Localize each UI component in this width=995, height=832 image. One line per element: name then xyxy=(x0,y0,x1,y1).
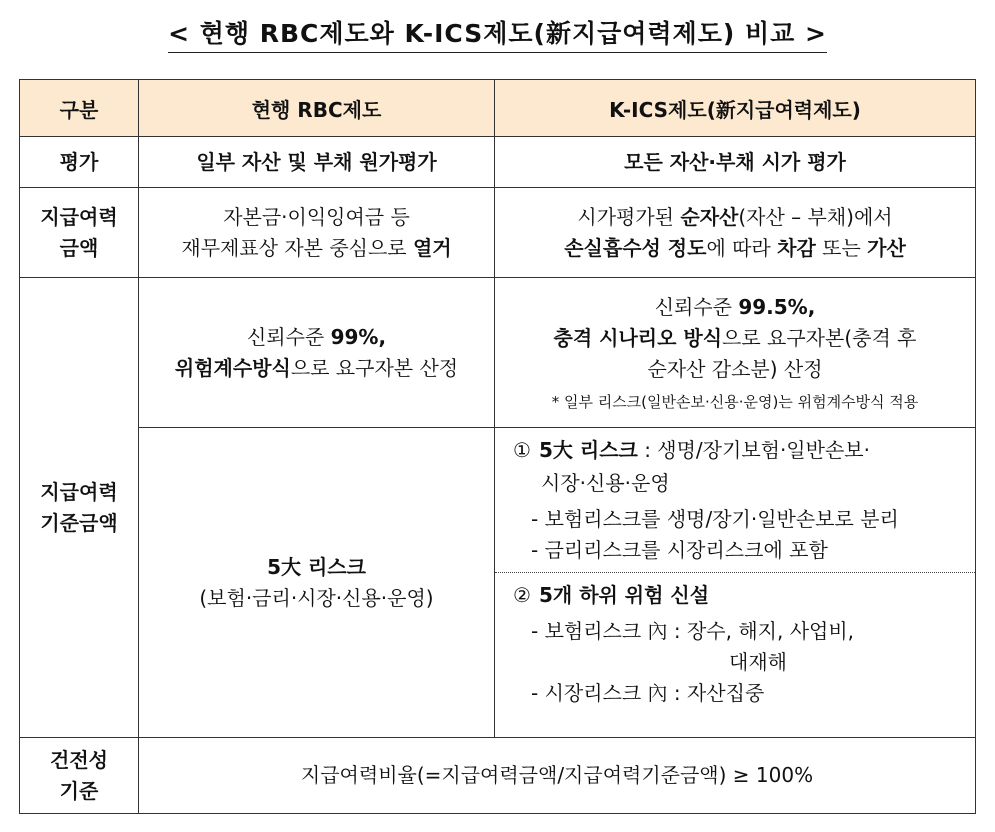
footnote: * 일부 리스크(일반손보·신용·운영)는 위험계수방식 적용 xyxy=(551,393,919,411)
label-line: 지급여력 xyxy=(40,204,118,229)
text-segment-bold: 열거 xyxy=(412,235,452,260)
kics-risk-item-2 xyxy=(495,572,975,735)
row-required-capital-b xyxy=(20,428,976,738)
row-label-evaluation: 평가 xyxy=(20,137,139,188)
text-line xyxy=(495,233,975,264)
header-category: 구분 xyxy=(20,80,139,137)
text-line: 순자산 감소분) 산정 xyxy=(647,357,823,381)
item-title: 5개 하위 위험 신설 xyxy=(539,583,710,607)
text-segment-bold: 손실흡수성 정도 xyxy=(564,235,707,260)
label-line: 기준금액 xyxy=(40,510,118,535)
text-segment: 또는 xyxy=(815,235,868,260)
bullet-item-continued: 대재해 xyxy=(729,650,787,674)
text-line xyxy=(495,292,975,323)
row-label-soundness xyxy=(20,738,139,814)
rbc-confidence-method xyxy=(139,278,495,428)
text-segment-bold: 차감 xyxy=(777,235,816,260)
bullet-item: - 시장리스크 內 : 자산집중 xyxy=(531,681,765,705)
kics-solvency-amount xyxy=(495,188,976,278)
kics-risk-categories xyxy=(495,428,976,738)
kics-risk-item-1 xyxy=(495,428,975,572)
label-line: 기준 xyxy=(59,778,99,803)
text-segment: 신뢰수준 xyxy=(654,295,739,319)
item-line xyxy=(505,579,965,612)
risk-title: 5大 리스크 xyxy=(267,554,366,579)
kics-evaluation: 모든 자산·부채 시가 평가 xyxy=(495,137,976,188)
risk-detail: (보험·금리·시장·신용·운영) xyxy=(199,585,434,610)
label-line: 건전성 xyxy=(50,747,108,772)
soundness-criterion: 지급여력비율(=지급여력금액/지급여력기준금액) ≥ 100% xyxy=(139,738,976,814)
text-segment: 으로 요구자본 산정 xyxy=(290,355,459,380)
page-title-text: < 현행 RBC제도와 K-ICS제도(新지급여력제도) 비교 > xyxy=(168,19,827,53)
text-segment-bold: 위험계수방식 xyxy=(174,355,291,380)
circled-one-icon: ① xyxy=(513,438,531,462)
row-evaluation xyxy=(20,137,976,188)
text-line xyxy=(139,233,494,264)
text-segment-bold: 순자산 xyxy=(680,204,739,229)
text-segment-bold: 99%, xyxy=(330,324,387,349)
row-required-capital-a xyxy=(20,278,976,428)
text-segment: 시가평가된 xyxy=(577,204,681,229)
header-row xyxy=(20,80,976,137)
text-line xyxy=(495,202,975,233)
text-segment: 신뢰수준 xyxy=(246,324,331,349)
bullet-item: - 보험리스크를 생명/장기·일반손보로 분리 xyxy=(531,507,899,531)
text-segment-bold: 가산 xyxy=(867,235,906,260)
rbc-evaluation: 일부 자산 및 부채 원가평가 xyxy=(139,137,495,188)
rbc-solvency-amount xyxy=(139,188,495,278)
row-label-required-capital xyxy=(20,278,139,738)
page-title xyxy=(0,14,995,50)
item-line: 시장·신용·운영 xyxy=(541,471,670,495)
label-line: 금액 xyxy=(59,235,99,260)
comparison-table xyxy=(19,79,976,814)
bullet-item: - 보험리스크 內 : 장수, 해지, 사업비, xyxy=(531,619,855,643)
text-line: 자본금·이익잉여금 등 xyxy=(223,204,410,229)
item-text: : 생명/장기보험·일반손보· xyxy=(637,438,870,462)
row-soundness xyxy=(20,738,976,814)
text-segment: 으로 요구자본(충격 후 xyxy=(722,326,917,350)
circled-two-icon: ② xyxy=(513,583,531,607)
row-solvency-amount xyxy=(20,188,976,278)
text-segment: 재무제표상 자본 중심으로 xyxy=(181,235,413,260)
text-line xyxy=(495,323,975,354)
label-line: 지급여력 xyxy=(40,479,118,504)
row-label-solvency-amount xyxy=(20,188,139,278)
header-kics: K-ICS제도(新지급여력제도) xyxy=(495,80,976,137)
text-line xyxy=(139,322,494,353)
text-line xyxy=(139,353,494,384)
item-line xyxy=(505,434,965,467)
text-segment-bold: 99.5%, xyxy=(738,295,816,319)
text-segment-bold: 충격 시나리오 방식 xyxy=(553,326,723,350)
header-rbc: 현행 RBC제도 xyxy=(139,80,495,137)
item-title: 5大 리스크 xyxy=(539,438,638,462)
bullet-item: - 금리리스크를 시장리스크에 포함 xyxy=(531,538,828,562)
text-segment: (자산 – 부채)에서 xyxy=(738,204,893,229)
text-segment: 에 따라 xyxy=(706,235,778,260)
kics-confidence-method xyxy=(495,278,976,428)
rbc-risk-categories xyxy=(139,428,495,738)
